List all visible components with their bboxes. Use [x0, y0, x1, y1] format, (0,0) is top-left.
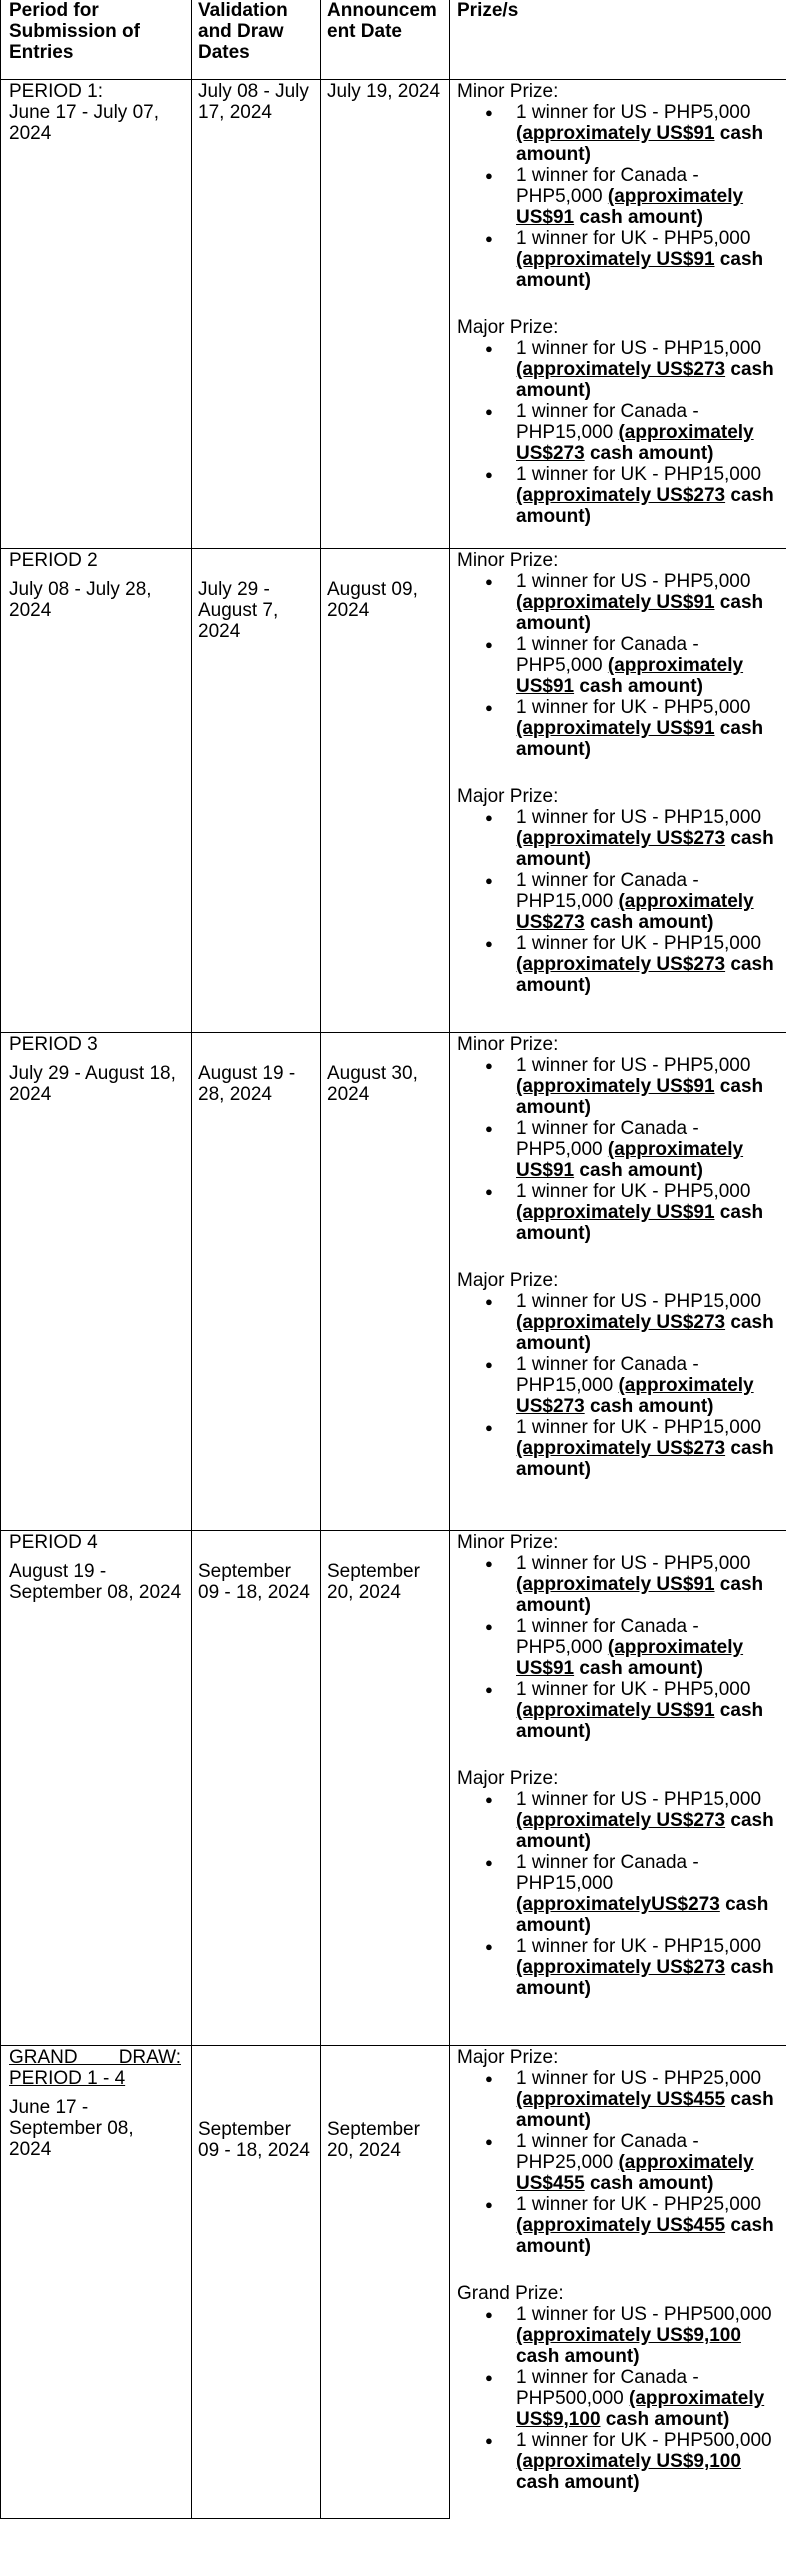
- prize-item: ● 1 winner for Canada - PHP5,000 (approximately US$91 cash amount): [457, 165, 779, 228]
- major-prize-title: Major Prize:: [457, 786, 559, 807]
- prize-item: ● 1 winner for US - PHP15,000 (approximately US$273 cash amount): [457, 338, 779, 401]
- row-divider: [0, 1530, 786, 1531]
- row-divider: [0, 548, 786, 549]
- announcement-date: September 20, 2024: [327, 1561, 420, 1603]
- minor-prize-title: Minor Prize:: [457, 1034, 559, 1055]
- table-border-left: [0, 0, 1, 2518]
- prize-item: ● 1 winner for US - PHP5,000 (approximately US$91 cash amount): [457, 1553, 779, 1616]
- minor-prize-title: Minor Prize:: [457, 81, 559, 102]
- period-dates: July 29 - August 18, 2024: [9, 1063, 176, 1105]
- minor-prize-title: Minor Prize:: [457, 1532, 559, 1553]
- column-divider: [191, 0, 192, 2518]
- period-cell: [9, 2047, 181, 2160]
- minor-prize-title: Minor Prize:: [457, 550, 559, 571]
- validation-dates: July 29 - August 7, 2024: [198, 579, 279, 642]
- prize-cell: [457, 550, 779, 996]
- prize-item: ● 1 winner for UK - PHP15,000 (approximately US$273 cash amount): [457, 933, 779, 996]
- major-prize-title: Major Prize:: [457, 2047, 559, 2068]
- announcement-date: August 30, 2024: [327, 1063, 418, 1105]
- prize-item: ● 1 winner for Canada - PHP500,000 (approximately US$9,100 cash amount): [457, 2367, 779, 2430]
- prize-item: ● 1 winner for UK - PHP5,000 (approximately US$91 cash amount): [457, 1181, 779, 1244]
- period-cell: [9, 1034, 187, 1105]
- prize-cell: [457, 1034, 779, 1480]
- table-border-bottom: [0, 2518, 450, 2519]
- header-announcement: Announcem ent Date: [327, 0, 437, 42]
- prize-cell: [457, 1532, 779, 1999]
- period-name: PERIOD 3: [9, 1034, 98, 1055]
- period-cell: [9, 81, 181, 144]
- prize-item: ● 1 winner for Canada - PHP5,000 (approximately US$91 cash amount): [457, 1118, 779, 1181]
- prize-item: ● 1 winner for UK - PHP5,000 (approximately US$91 cash amount): [457, 228, 779, 291]
- prize-item: ● 1 winner for Canada - PHP5,000 (approximately US$91 cash amount): [457, 1616, 779, 1679]
- major-prize-title: Major Prize:: [457, 317, 559, 338]
- prize-item: ● 1 winner for Canada - PHP15,000 (approximately US$273 cash amount): [457, 1354, 779, 1417]
- period-cell: [9, 550, 181, 621]
- prize-item: ● 1 winner for US - PHP5,000 (approximately US$91 cash amount): [457, 102, 779, 165]
- prize-item: ● 1 winner for UK - PHP500,000 (approximately US$9,100 cash amount): [457, 2430, 779, 2493]
- announcement-date: September 20, 2024: [327, 2119, 420, 2161]
- major-prize-title: Major Prize:: [457, 1270, 559, 1291]
- prize-item: ● 1 winner for US - PHP5,000 (approximately US$91 cash amount): [457, 1055, 779, 1118]
- period-name: PERIOD 4: [9, 1532, 98, 1553]
- prize-item: ● 1 winner for UK - PHP5,000 (approximately US$91 cash amount): [457, 1679, 779, 1742]
- row-divider: [0, 79, 786, 80]
- validation-dates: September 09 - 18, 2024: [198, 2119, 310, 2161]
- major-prize-title: Major Prize:: [457, 1768, 559, 1789]
- validation-dates: July 08 - July 17, 2024: [198, 81, 309, 123]
- prize-cell: [457, 81, 779, 527]
- validation-dates: August 19 - 28, 2024: [198, 1063, 296, 1105]
- period-name: PERIOD 2: [9, 550, 98, 571]
- grand-draw-name: GRAND DRAW: PERIOD 1 - 4: [9, 2047, 181, 2089]
- prize-item: ● 1 winner for US - PHP500,000 (approximately US$9,100 cash amount): [457, 2304, 779, 2367]
- header-validation: Validation and Draw Dates: [198, 0, 288, 63]
- period-name: PERIOD 1:: [9, 81, 103, 102]
- prize-item: ● 1 winner for US - PHP15,000 (approximately US$273 cash amount): [457, 807, 779, 870]
- prize-item: ● 1 winner for Canada - PHP25,000 (approximately US$455 cash amount): [457, 2131, 779, 2194]
- header-period: Period for Submission of Entries: [9, 0, 140, 63]
- period-dates: July 08 - July 28, 2024: [9, 579, 152, 621]
- prize-item: ● 1 winner for US - PHP25,000 (approximately US$455 cash amount): [457, 2068, 779, 2131]
- row-divider: [0, 2045, 786, 2046]
- prize-item: ● 1 winner for UK - PHP5,000 (approximately US$91 cash amount): [457, 697, 779, 760]
- prize-item: ● 1 winner for Canada - PHP15,000 (approximatelyUS$273 cash amount): [457, 1852, 779, 1936]
- period-dates: August 19 - September 08, 2024: [9, 1561, 182, 1603]
- announcement-date: July 19, 2024: [327, 81, 441, 102]
- period-dates: June 17 - July 07, 2024: [9, 102, 159, 144]
- prize-item: ● 1 winner for US - PHP5,000 (approximately US$91 cash amount): [457, 571, 779, 634]
- validation-dates: September 09 - 18, 2024: [198, 1561, 310, 1603]
- column-divider: [320, 0, 321, 2518]
- period-cell: [9, 1532, 189, 1603]
- row-divider: [0, 1032, 786, 1033]
- prize-item: ● 1 winner for UK - PHP15,000 (approximately US$273 cash amount): [457, 464, 779, 527]
- prize-item: ● 1 winner for Canada - PHP5,000 (approximately US$91 cash amount): [457, 634, 779, 697]
- prize-item: ● 1 winner for UK - PHP15,000 (approximately US$273 cash amount): [457, 1936, 779, 1999]
- prize-item: ● 1 winner for US - PHP15,000 (approximately US$273 cash amount): [457, 1291, 779, 1354]
- column-divider: [449, 0, 450, 2518]
- prize-item: ● 1 winner for Canada - PHP15,000 (approximately US$273 cash amount): [457, 401, 779, 464]
- period-dates: June 17 - September 08, 2024: [9, 2097, 134, 2160]
- grand-prize-title: Grand Prize:: [457, 2283, 564, 2304]
- prize-item: ● 1 winner for Canada - PHP15,000 (approximately US$273 cash amount): [457, 870, 779, 933]
- prize-item: ● 1 winner for UK - PHP25,000 (approximately US$455 cash amount): [457, 2194, 779, 2257]
- header-prizes: Prize/s: [457, 0, 519, 21]
- prize-item: ● 1 winner for US - PHP15,000 (approximately US$273 cash amount): [457, 1789, 779, 1852]
- prize-cell: [457, 2047, 779, 2493]
- prize-item: ● 1 winner for UK - PHP15,000 (approximately US$273 cash amount): [457, 1417, 779, 1480]
- announcement-date: August 09, 2024: [327, 579, 418, 621]
